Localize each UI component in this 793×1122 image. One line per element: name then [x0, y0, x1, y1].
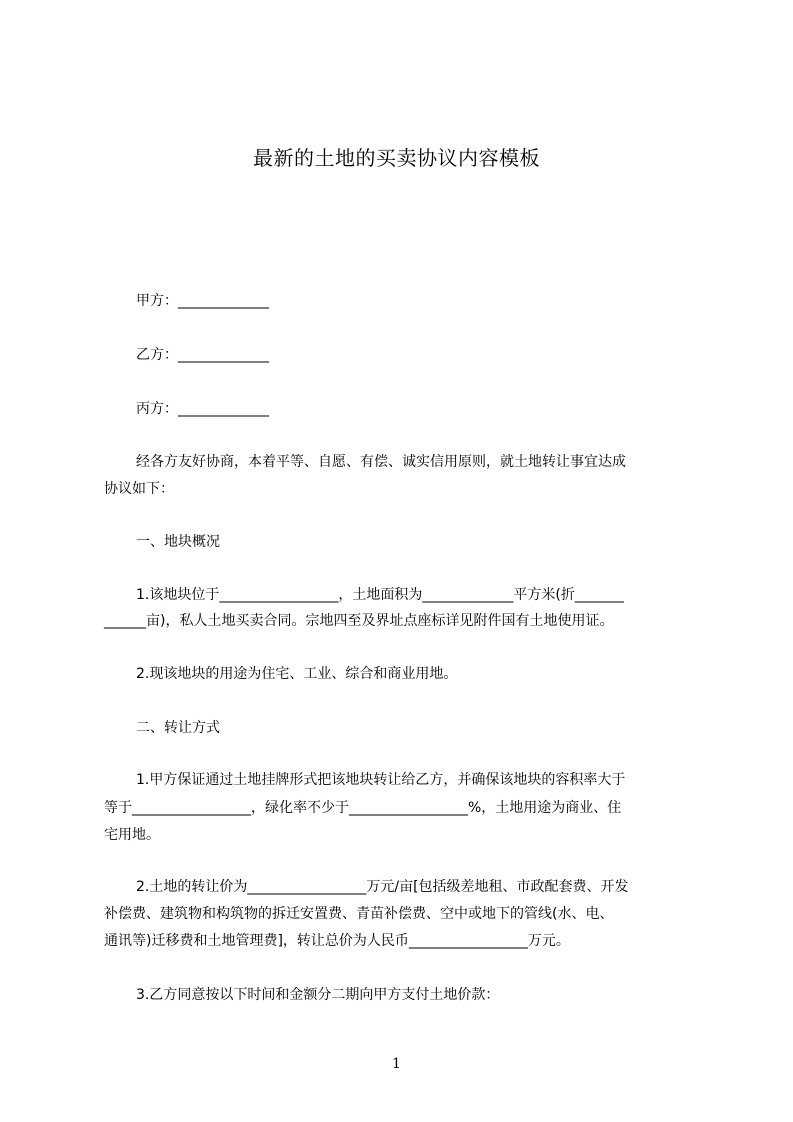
section-2-item-2-line-3: 通讯等)迁移费和土地管理费]，转让总价为人民币_________________万元。 — [104, 933, 570, 949]
page-title: 最新的土地的买卖协议内容模板 — [253, 146, 540, 170]
section-1-heading: 一、地块概况 — [136, 534, 220, 550]
intro-line-1: 经各方友好协商，本着平等、自愿、有偿、诚实信用原则，就土地转让事宜达成 — [136, 454, 626, 470]
party-c-line: 丙方：_____________ — [136, 401, 269, 417]
section-2-item-1-line-1: 1.甲方保证通过土地挂牌形式把该地块转让给乙方，并确保该地块的容积率大于 — [136, 772, 626, 788]
intro-line-2: 协议如下： — [104, 481, 174, 497]
section-2-item-1-line-3: 宅用地。 — [104, 827, 160, 843]
section-1-item-1-line-1: 1.该地块位于_________________，土地面积为_____________平方米(折_______ — [136, 587, 624, 603]
section-1-item-2: 2.现该地块的用途为住宅、工业、综合和商业用地。 — [136, 666, 458, 682]
party-b-line: 乙方：_____________ — [136, 347, 269, 363]
section-2-item-1-line-2: 等于_________________，绿化率不少于_________________%，土地用途为商业、住 — [104, 800, 622, 816]
section-2-item-2-line-1: 2.土地的转让价为_________________万元/亩[包括级差地租、市政配套费、开发 — [136, 879, 629, 895]
section-1-item-1-line-2: ______亩)，私人土地买卖合同。宗地四至及界址点座标详见附件国有土地使用证。 — [104, 613, 614, 629]
section-2-item-2-line-2: 补偿费、建筑物和构筑物的拆迁安置费、青苗补偿费、空中或地下的管线(水、电、 — [104, 906, 614, 922]
party-a-line: 甲方：_____________ — [136, 293, 269, 309]
section-2-heading: 二、转让方式 — [136, 720, 220, 736]
page-number: 1 — [392, 1056, 401, 1072]
section-2-item-3: 3.乙方同意按以下时间和金额分二期向甲方支付土地价款： — [136, 987, 500, 1003]
